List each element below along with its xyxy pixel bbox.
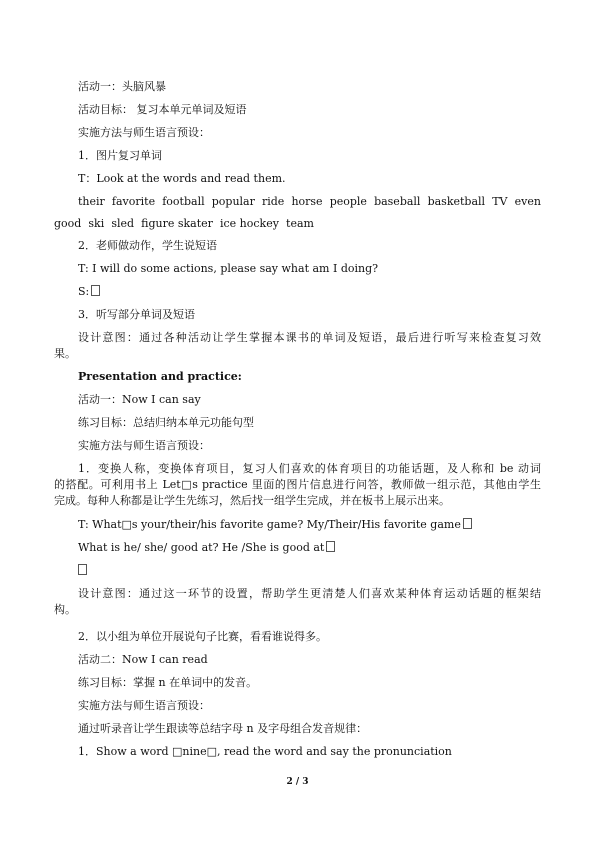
word: ski <box>88 217 105 230</box>
step-2: 2．老师做动作，学生说短语 <box>78 239 217 252</box>
design-intent-2: 设计意图：通过这一环节的设置，帮助学生更清楚人们喜欢某种体育运动话题的框架结 <box>78 587 541 600</box>
step-1-practice-cont: 的搭配。可利用书上 Let□s practice 里面的图片信息进行问答，教师做一组示范，其他由学生 <box>54 478 541 491</box>
phonics-intro: 通过听录音让学生跟读等总结字母 n 及字母组合发音规律： <box>78 722 368 735</box>
activity-1-title: 活动一：头脑风暴 <box>78 80 166 93</box>
word: horse <box>291 195 323 208</box>
student-line <box>78 285 100 299</box>
method-heading-2: 实施方法与师生语言预设： <box>78 439 210 452</box>
word-list-row-1 <box>78 195 541 209</box>
step-2-contest: 2．以小组为单位开展说句子比赛，看看谁说得多。 <box>78 630 327 643</box>
practice-goal-2: 练习目标：掌握 n 在单词中的发音。 <box>78 676 258 689</box>
word-list-row-2 <box>54 217 314 231</box>
word: basketball <box>427 195 486 208</box>
step-1-practice-cont-2: 完成。每种人称都是让学生先练习，然后找一组学生完成，并在板书上展示出来。 <box>54 494 450 507</box>
section-heading: Presentation and practice: <box>78 370 242 383</box>
word: people <box>329 195 367 208</box>
word: popular <box>211 195 255 208</box>
design-intent-2-cont: 构。 <box>54 603 76 616</box>
word: sled <box>111 217 135 230</box>
word: good <box>54 217 82 230</box>
word: TV <box>492 195 508 208</box>
student-label: S: <box>78 285 90 298</box>
design-intent-1: 设计意图：通过各种活动让学生掌握本课书的单词及短语，最后进行听写来检查复习效 <box>78 331 541 344</box>
word: ice hockey <box>220 217 279 230</box>
word: baseball <box>374 195 421 208</box>
word: ride <box>261 195 285 208</box>
word: favorite <box>111 195 156 208</box>
method-heading-3: 实施方法与师生语言预设： <box>78 699 210 712</box>
placeholder-box <box>91 285 100 296</box>
step-1: 1．图片复习单词 <box>78 149 162 162</box>
placeholder-line <box>78 564 87 578</box>
placeholder-box <box>326 541 335 552</box>
teacher-question-text: T: What□s your/their/his favorite game? My/Their/His favorite game <box>78 518 461 531</box>
step-3: 3．听写部分单词及短语 <box>78 308 195 321</box>
placeholder-box <box>463 518 472 529</box>
word: football <box>162 195 205 208</box>
activity-2-read: 活动二：Now I can read <box>78 653 208 666</box>
activity-1-say: 活动一：Now I can say <box>78 393 201 406</box>
word: figure skater <box>141 217 213 230</box>
placeholder-box <box>78 564 87 575</box>
teacher-line-1: T：Look at the words and read them. <box>78 172 286 185</box>
show-word-step: 1．Show a word □nine□, read the word and say the pronunciation <box>78 745 452 758</box>
activity-goal: 活动目标： 复习本单元单词及短语 <box>78 103 247 116</box>
teacher-question <box>78 518 472 532</box>
step-1-practice: 1．变换人称，变换体育项目，复习人们喜欢的体育项目的功能话题，及人称和 be 动词 <box>78 462 541 475</box>
design-intent-1-cont: 果。 <box>54 347 76 360</box>
practice-goal: 练习目标：总结归纳本单元功能句型 <box>78 416 254 429</box>
page-number: 2 / 3 <box>286 777 309 787</box>
word: their <box>78 195 105 208</box>
good-at-text: What is he/ she/ good at? He /She is good at <box>78 541 325 554</box>
word: team <box>286 217 314 230</box>
word: even <box>514 195 541 208</box>
method-heading: 实施方法与师生语言预设： <box>78 126 210 139</box>
good-at-question <box>78 541 335 555</box>
teacher-line-2: T: I will do some actions, please say what am I doing? <box>78 262 379 275</box>
